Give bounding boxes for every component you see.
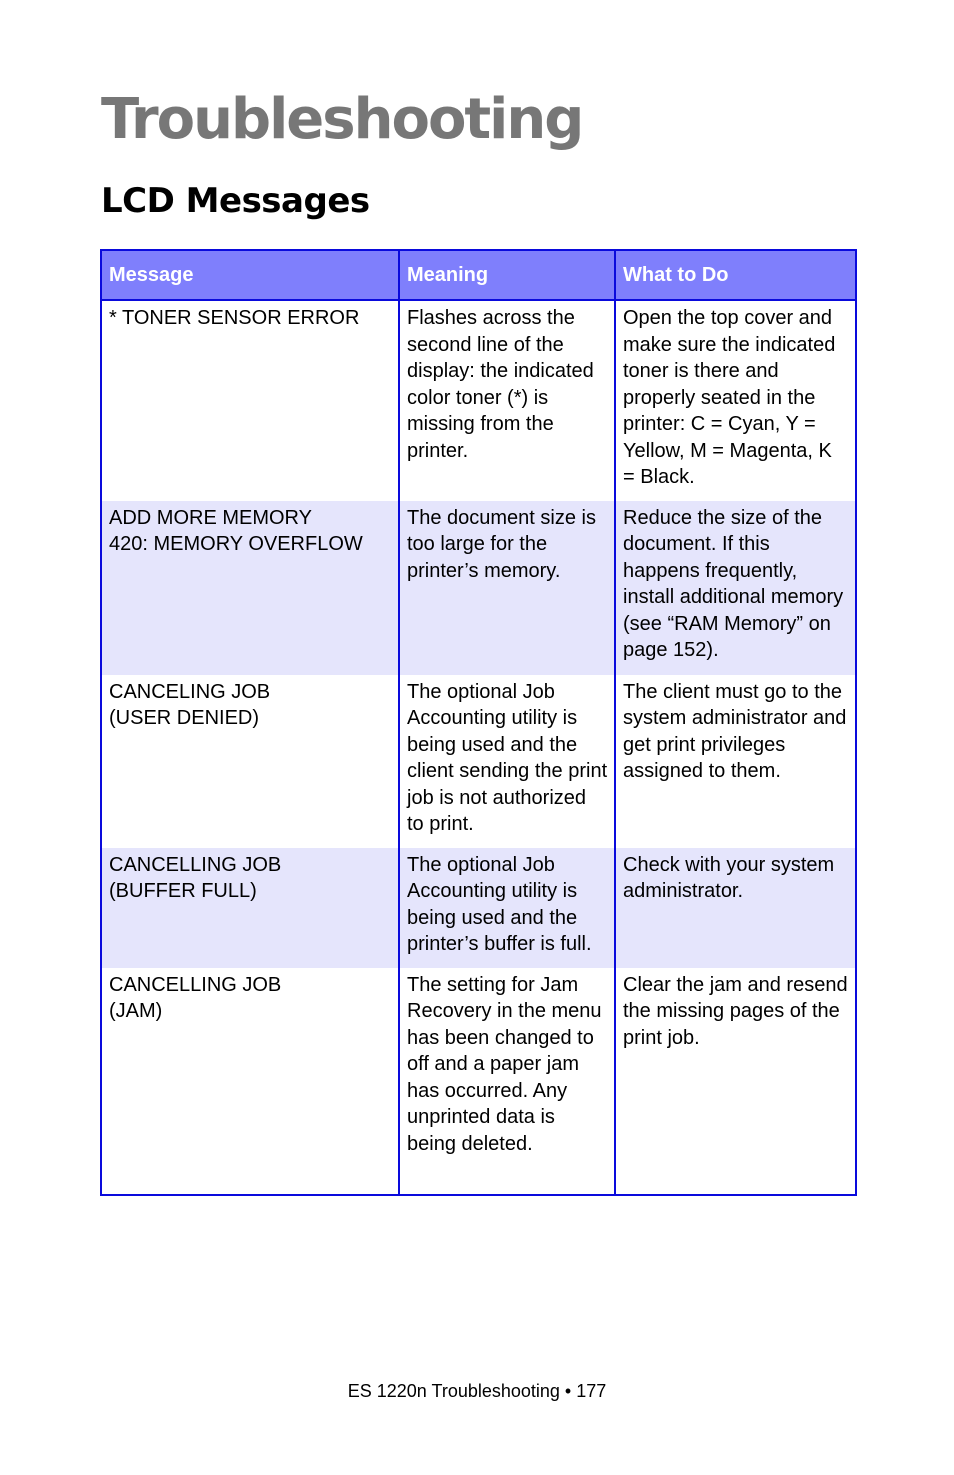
meaning-cell: The document size is too large for the printer’s memory. (399, 501, 615, 675)
message-cell: ADD MORE MEMORY 420: MEMORY OVERFLOW (101, 501, 399, 675)
action-cell: Clear the jam and resend the missing pages of the print job. (615, 968, 856, 1195)
meaning-cell: Flashes across the second line of the display: the indicated color toner (*) is missing from the printer. (399, 300, 615, 501)
table-row (101, 675, 856, 848)
table-row (101, 300, 856, 501)
meaning-cell: The setting for Jam Recovery in the menu has been changed to off and a paper jam has occurred. Any unprinted data is being deleted. (399, 968, 615, 1195)
action-cell: Reduce the size of the document. If this happens frequently, install additional memory (see “RAM Memory” on page 152). (615, 501, 856, 675)
page-footer: ES 1220n Troubleshooting • 177 (347, 1381, 607, 1401)
section-title: LCD Messages (101, 181, 370, 221)
column-header-what-to-do: What to Do (615, 250, 856, 300)
action-cell: Open the top cover and make sure the indicated toner is there and properly seated in the printer: C = Cyan, Y = Yellow, M = Magenta, K = Black. (615, 300, 856, 501)
message-cell: CANCELLING JOB (BUFFER FULL) (101, 848, 399, 968)
table-row (101, 968, 856, 1195)
message-cell: CANCELING JOB (USER DENIED) (101, 675, 399, 848)
table-header-row (101, 250, 856, 300)
table-row (101, 848, 856, 968)
page-title: Troubleshooting (101, 87, 583, 152)
column-header-message: Message (101, 250, 399, 300)
table-row (101, 501, 856, 675)
message-cell: * TONER SENSOR ERROR (101, 300, 399, 501)
meaning-cell: The optional Job Accounting utility is being used and the client sending the print job is not authorized to print. (399, 675, 615, 848)
column-header-meaning: Meaning (399, 250, 615, 300)
message-cell: CANCELLING JOB (JAM) (101, 968, 399, 1195)
action-cell: Check with your system administrator. (615, 848, 856, 968)
lcd-messages-table (100, 249, 857, 1196)
action-cell: The client must go to the system administrator and get print privileges assigned to them. (615, 675, 856, 848)
meaning-cell: The optional Job Accounting utility is being used and the printer’s buffer is full. (399, 848, 615, 968)
